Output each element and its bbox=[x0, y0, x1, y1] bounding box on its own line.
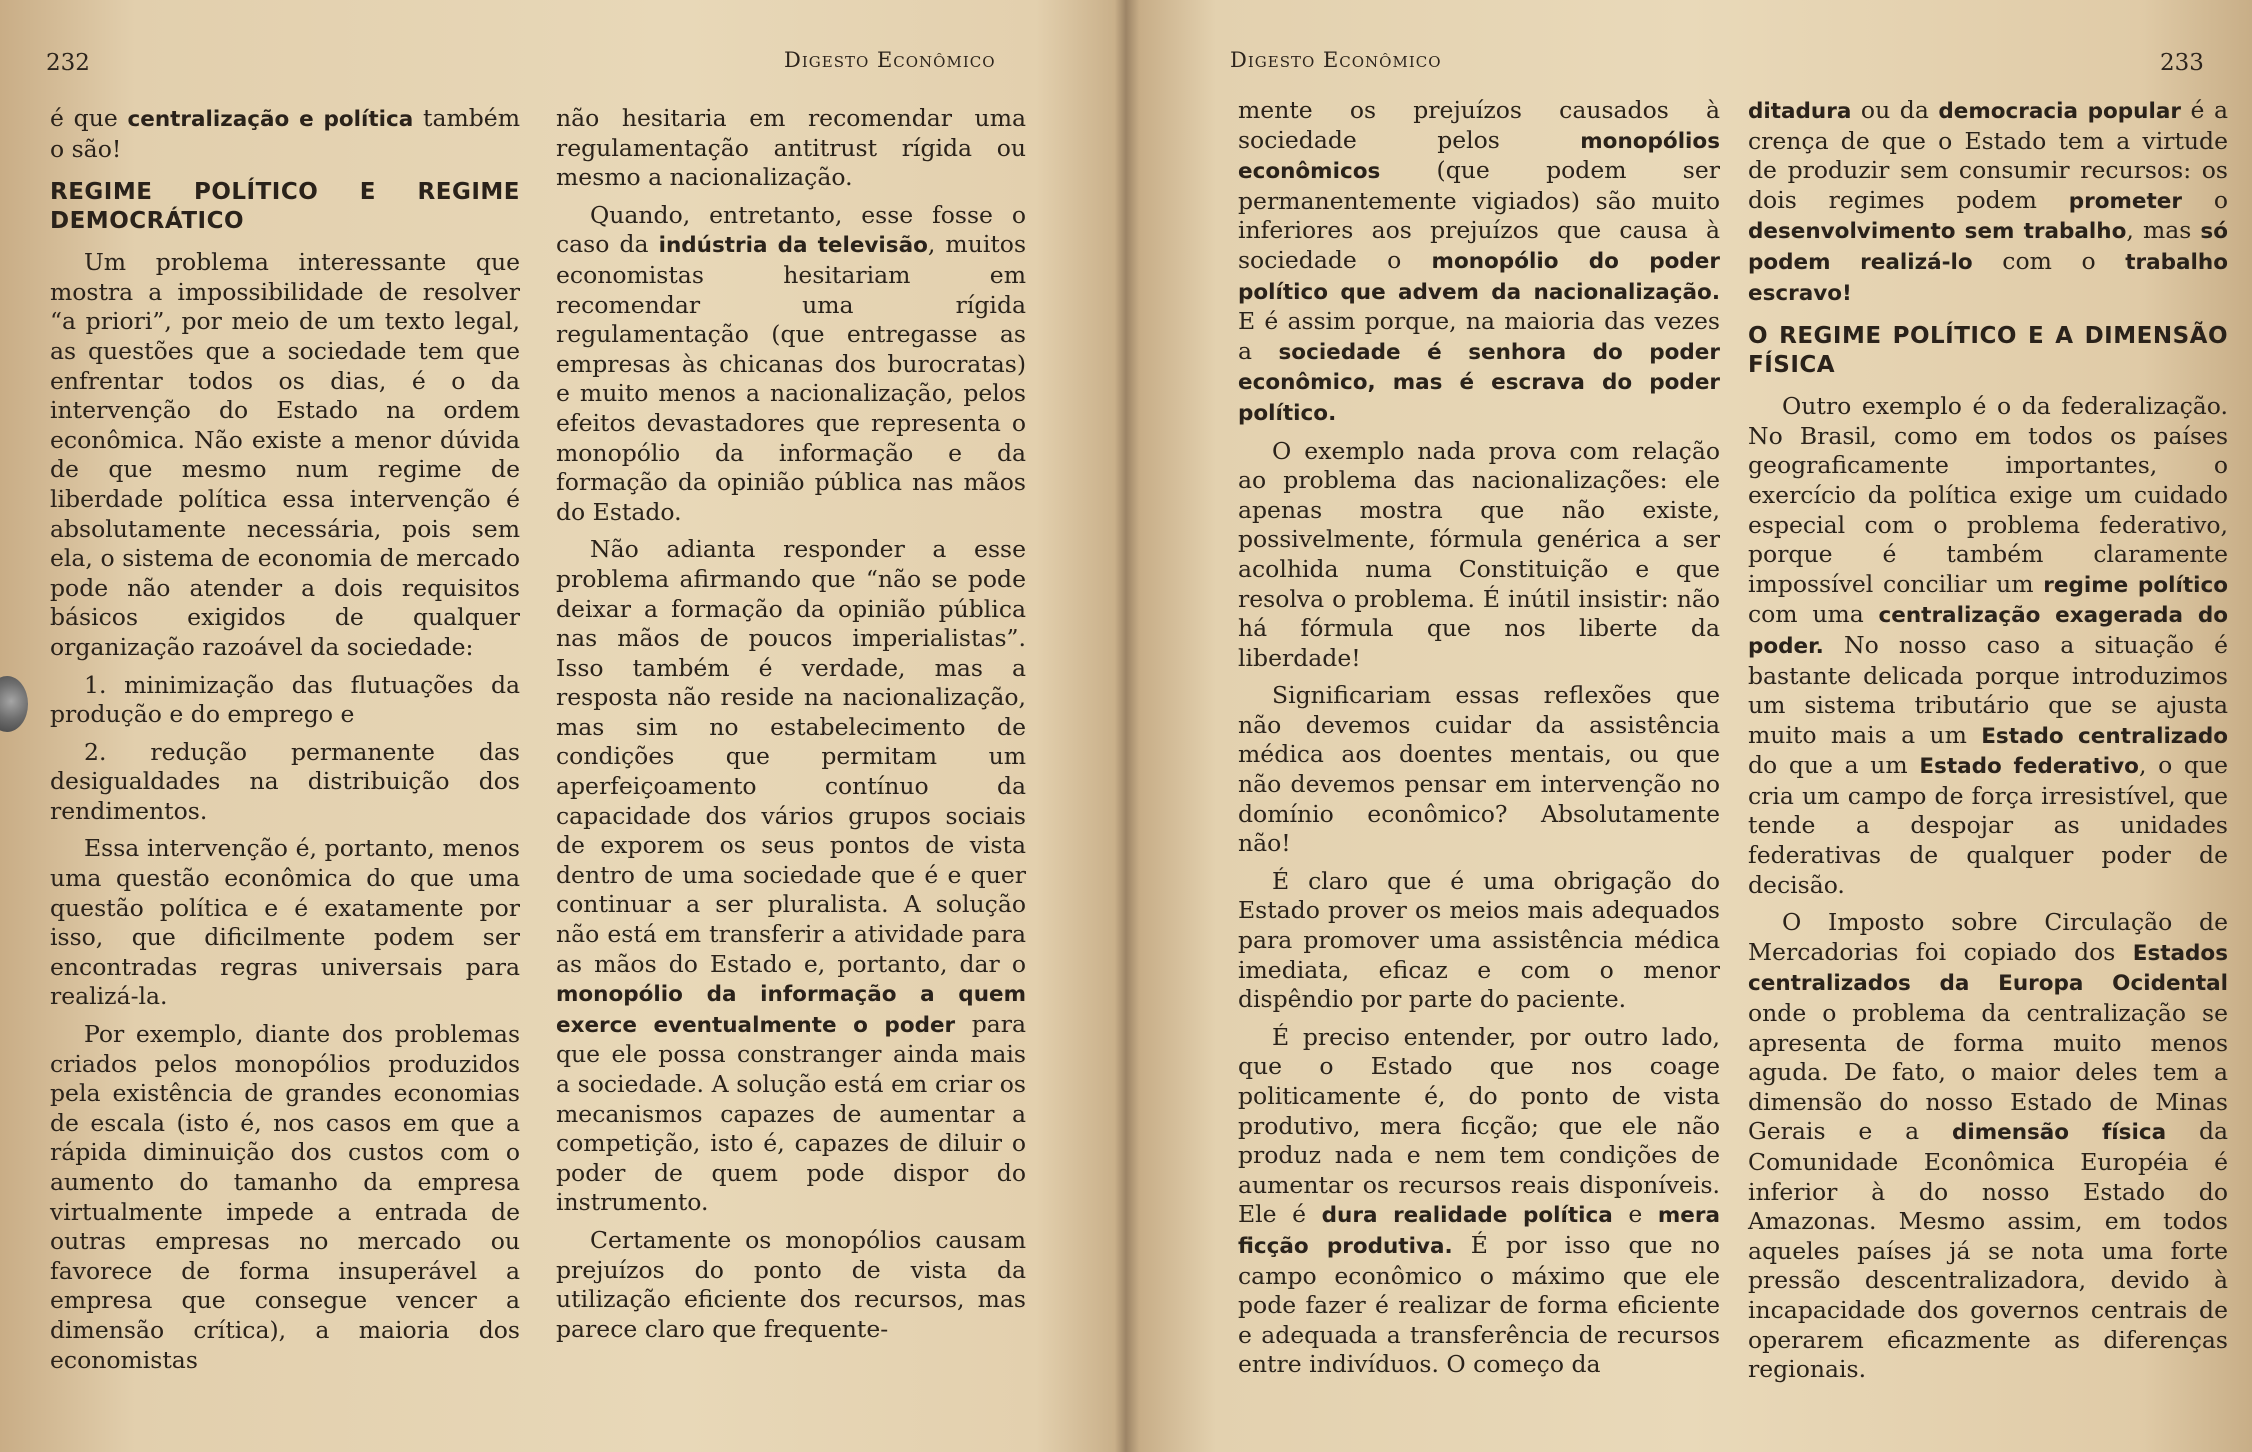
paragraph: Essa intervenção é, portanto, menos uma questão econômica do que uma questão política e é exatamente por isso, que dificilmente podem ser encontradas regras universais para realizá-la. bbox=[50, 834, 520, 1011]
section-heading: O REGIME POLÍTICO E A DIMENSÃO FÍSICA bbox=[1748, 323, 2228, 379]
paragraph: Outro exemplo é o da federalização. No Brasil, como em todos os países geograficamente importantes, o exercício da política exige um cuidado especial com o problema federativo, porque é também claramente impossível conciliar um regime político com uma centralização exagerada do poder. No nosso caso a situação é bastante delicada porque introduzimos um sistema tributário que se ajusta muito mais a um Estado centralizado do que a um Estado federativo, o que cria um campo de força irresistível, que tende a despojar as unidades federativas de qualquer poder de decisão. bbox=[1748, 392, 2228, 899]
running-head: Digesto Econômico bbox=[1230, 48, 1442, 72]
paragraph: Um problema interessante que mostra a impossibilidade de resolver “a priori”, por meio de um texto legal, as questões que a sociedade tem que enfrentar todos os dias, é o da intervenção do Estado na ordem econômica. Não existe a menor dúvida de que mesmo num regime de liberdade política essa intervenção é absolutamente necessária, pois sem ela, o sistema de economia de mercado pode não atender a dois requisitos básicos exigidos de qualquer organização razoável da sociedade: bbox=[50, 248, 520, 661]
page-number: 232 bbox=[46, 50, 90, 76]
right-page bbox=[1126, 0, 2252, 1452]
paragraph: É claro que é uma obrigação do Estado prover os meios mais adequados para promover uma assistência médica imediata, eficaz e com o menor dispêndio por parte do paciente. bbox=[1238, 866, 1720, 1014]
section-heading: REGIME POLÍTICO E REGIME DEMOCRÁTICO bbox=[50, 179, 520, 235]
paragraph: não hesitaria em recomendar uma regulamentação antitrust rígida ou mesmo a nacionalização. bbox=[556, 104, 1026, 192]
paragraph: Significariam essas reflexões que não devemos cuidar da assistência médica aos doentes mentais, ou que não devemos pensar em intervenção no domínio econômico? Absolutamente não! bbox=[1238, 681, 1720, 858]
page-number: 233 bbox=[2160, 50, 2204, 76]
paragraph: Quando, entretanto, esse fosse o caso da indústria da televisão, muitos economistas hesitariam em recomendar uma rígida regulamentação (que entregasse as empresas às chicanas dos burocratas) e muito menos a nacionalização, pelos efeitos devastadores que representa o monopólio da informação e da formação da opinião pública nas mãos do Estado. bbox=[556, 200, 1027, 526]
paragraph: Certamente os monopólios causam prejuízos do ponto de vista da utilização eficiente dos recursos, mas parece claro que frequente- bbox=[556, 1225, 1026, 1343]
text-column bbox=[1748, 96, 2228, 1385]
paragraph: O exemplo nada prova com relação ao problema das nacionalizações: ele apenas mostra que não existe, possivelmente, fórmula genérica a ser acolhida numa Constituição e que resolva o problema. É inútil insistir: não há fórmula que nos liberte da liberdade! bbox=[1238, 436, 1720, 672]
paragraph: O Imposto sobre Circulação de Mercadorias foi copiado dos Estados centralizados da Europa Ocidental onde o problema da centralização se apresenta de forma muito menos aguda. De fato, o maior deles tem a dimensão do nosso Estado de Minas Gerais e a dimensão física da Comunidade Econômica Européia é inferior à do nosso Estado do Amazonas. Mesmo assim, em todos aqueles países já se nota uma forte pressão descentralizadora, devido à incapacidade dos governos centrais de operarem eficazmente as diferenças regionais. bbox=[1748, 908, 2228, 1384]
list-item: 1. minimização das flutuações da produção e do emprego e bbox=[50, 670, 520, 729]
list-item: 2. redução permanente das desigualdades na distribuição dos rendimentos. bbox=[50, 737, 520, 825]
paragraph: ditadura ou da democracia popular é a crença de que o Estado tem a virtude de produzir sem consumir recursos: os dois regimes podem prometer o desenvolvimento sem trabalho, mas só podem realizá-lo com o trabalho escravo! bbox=[1748, 96, 2229, 306]
paragraph: é que centralização e política também o são! bbox=[50, 104, 520, 163]
text-column bbox=[1238, 96, 1720, 1380]
paragraph: Por exemplo, diante dos problemas criados pelos monopólios produzidos pela existência de grandes economias de escala (isto é, nos casos em que a rápida diminuição dos custos com o aumento do tamanho da empresa virtualmente impede a entrada de outras empresas no mercado ou favorece de forma insuperável a empresa que consegue vencer a dimensão crítica), a maioria dos economistas bbox=[50, 1020, 520, 1374]
paragraph: É preciso entender, por outro lado, que o Estado que nos coage politicamente é, do ponto de vista produtivo, mera ficção; que ele não produz nada e nem tem condições de aumentar os recursos reais disponíveis. Ele é dura realidade política e mera ficção produtiva. É por isso que no campo econômico o máximo que ele pode fazer é realizar de forma eficiente e adequada a transferência de recursos entre indivíduos. O começo da bbox=[1238, 1022, 1720, 1379]
paragraph: mente os prejuízos causados à sociedade pelos monopólios econômicos (que podem ser permanentemente vigiados) são muito inferiores aos prejuízos que causa à sociedade o monopólio do poder político que advem da nacionalização. E é assim porque, na maioria das vezes a sociedade é senhora do poder econômico, mas é escrava do poder político. bbox=[1238, 96, 1720, 426]
paragraph: Não adianta responder a esse problema afirmando que “não se pode deixar a formação da opinião pública nas mãos de poucos imperialistas”. Isso também é verdade, mas a resposta não reside na nacionalização, mas sim no estabelecimento de condições que permitam um aperfeiçoamento contínuo da capacidade dos vários grupos sociais de exporem os seus pontos de vista dentro de uma sociedade que é e quer continuar a ser pluralista. A solução não está em transferir a atividade para as mãos do Estado e, portanto, dar o monopólio da informação a quem exerce eventualmente o poder para que ele possa constranger ainda mais a sociedade. A solução está em criar os mecanismos capazes de aumentar a competição, isto é, capazes de diluir o poder de quem pode dispor do instrumento. bbox=[556, 535, 1026, 1217]
text-column bbox=[556, 104, 1026, 1344]
text-column bbox=[50, 104, 520, 1375]
running-head: Digesto Econômico bbox=[784, 48, 996, 72]
